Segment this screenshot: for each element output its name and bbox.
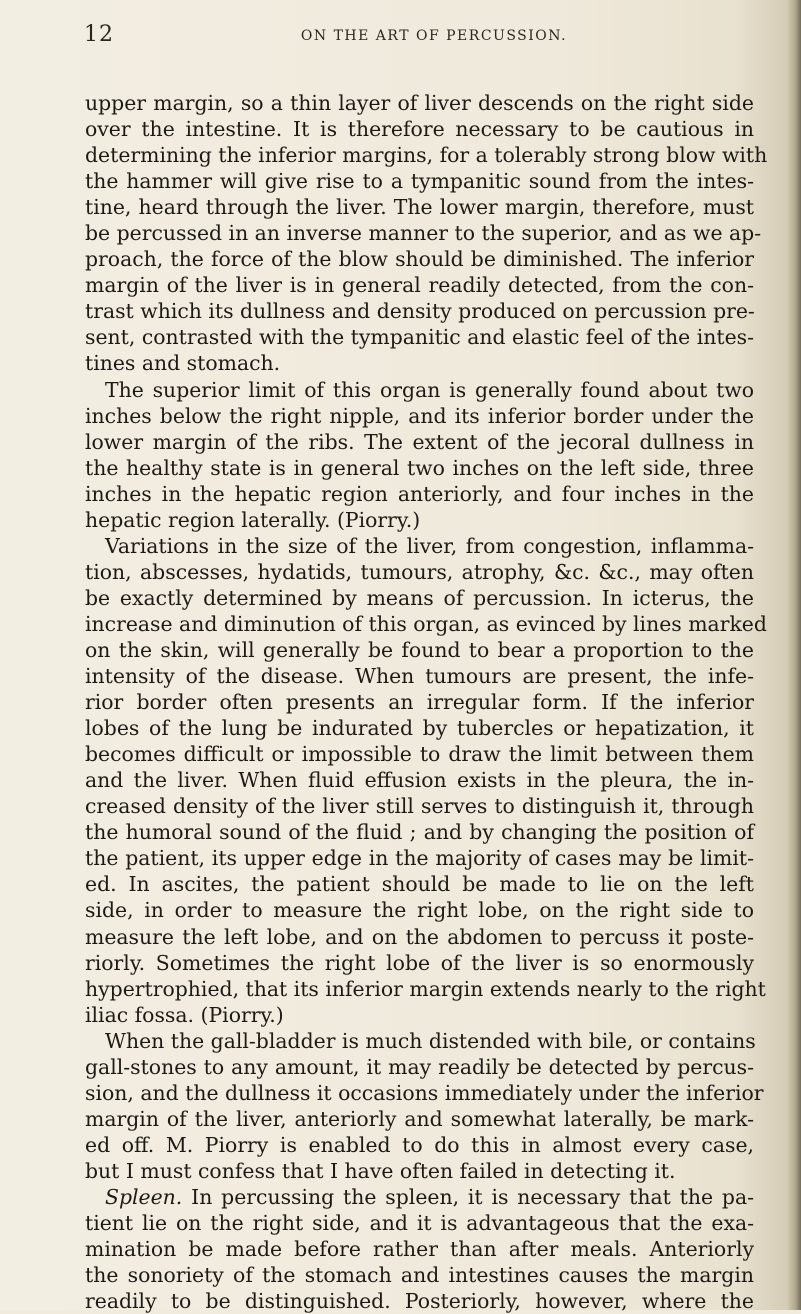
text-line: margin of the liver, anteriorly and somewhat laterally, be mark- bbox=[85, 1106, 754, 1131]
text-line: mination be made before rather than after meals. Anteriorly bbox=[85, 1237, 754, 1262]
text-line: sion, and the dullness it occasions immediately under the inferior bbox=[85, 1080, 764, 1105]
text-line: the healthy state is in general two inches on the left side, three bbox=[85, 455, 754, 480]
text-line: the humoral sound of the fluid ; and by changing the position of bbox=[85, 820, 754, 845]
text-line: When the gall-bladder is much distended with bile, or contains bbox=[105, 1028, 756, 1053]
text-line: readily to be distinguished. Posteriorly, however, where the bbox=[85, 1289, 754, 1314]
text-line: creased density of the liver still serves to distinguish it, through bbox=[85, 794, 754, 819]
text-line: sent, contrasted with the tympanitic and elastic feel of the intes- bbox=[85, 325, 754, 350]
text-line: lower margin of the ribs. The extent of the jecoral dullness in bbox=[85, 429, 754, 454]
text-line: iliac fossa. (Piorry.) bbox=[85, 1002, 284, 1027]
text-line: rior border often presents an irregular form. If the inferior bbox=[85, 690, 754, 715]
text-line: and the liver. When fluid effusion exists in the pleura, the in- bbox=[85, 768, 754, 793]
text-line: proach, the force of the blow should be diminished. The inferior bbox=[85, 247, 754, 272]
text-line: gall-stones to any amount, it may readily be detected by percus- bbox=[85, 1054, 754, 1079]
text-line: tion, abscesses, hydatids, tumours, atrophy, &c. &c., may often bbox=[85, 559, 754, 584]
page-number: 12 bbox=[84, 22, 114, 47]
text-line: side, in order to measure the right lobe, on the right side to bbox=[85, 898, 754, 923]
text-line: The superior limit of this organ is generally found about two bbox=[105, 377, 754, 402]
text-line: the hammer will give rise to a tympanitic sound from the intes- bbox=[85, 169, 754, 194]
text-line: on the skin, will generally be found to bear a proportion to the bbox=[85, 637, 754, 662]
running-head: ON THE ART OF PERCUSSION. bbox=[300, 28, 568, 44]
text-line: trast which its dullness and density produced on percussion pre- bbox=[85, 299, 755, 324]
text-line: intensity of the disease. When tumours are present, the infe- bbox=[85, 664, 754, 689]
text-line: Variations in the size of the liver, from congestion, inflamma- bbox=[105, 533, 754, 558]
text-line: riorly. Sometimes the right lobe of the liver is so enormously bbox=[85, 950, 754, 975]
text-line: be percussed in an inverse manner to the superior, and as we ap- bbox=[85, 221, 762, 246]
text-line: increase and diminution of this organ, as evinced by lines marked bbox=[85, 611, 767, 636]
text-line: tient lie on the right side, and it is advantageous that the exa- bbox=[85, 1211, 754, 1236]
text-line: ed off. M. Piorry is enabled to do this in almost every case, bbox=[85, 1132, 754, 1157]
text-line: inches below the right nipple, and its inferior border under the bbox=[85, 403, 754, 428]
body-text bbox=[85, 90, 768, 1314]
text-line: ed. In ascites, the patient should be made to lie on the left bbox=[85, 872, 754, 897]
text-line: tines and stomach. bbox=[85, 351, 281, 376]
page-edge-shadow bbox=[787, 0, 801, 1310]
text-line: the sonoriety of the stomach and intestines causes the margin bbox=[85, 1263, 754, 1288]
text-line: measure the left lobe, and on the abdomen to percuss it poste- bbox=[85, 924, 754, 949]
text-line: hepatic region laterally. (Piorry.) bbox=[85, 507, 421, 532]
text-line: margin of the liver is in general readily detected, from the con- bbox=[85, 273, 754, 298]
text-line: becomes difficult or impossible to draw the limit between them bbox=[85, 742, 754, 767]
text-line: the patient, its upper edge in the majority of cases may be limit- bbox=[85, 846, 754, 871]
text-line: inches in the hepatic region anteriorly, and four inches in the bbox=[85, 481, 754, 506]
spleen-heading: Spleen. bbox=[105, 1184, 183, 1209]
text-line: be exactly determined by means of percussion. In icterus, the bbox=[85, 585, 754, 610]
page-header bbox=[84, 22, 756, 52]
spleen-line-text: In percussing the spleen, it is necessary that the pa- bbox=[191, 1184, 754, 1209]
text-line-spleen bbox=[85, 1184, 754, 1210]
text-line: tine, heard through the liver. The lower margin, therefore, must bbox=[85, 195, 754, 220]
text-line: determining the inferior margins, for a tolerably strong blow with bbox=[85, 143, 768, 168]
text-line: upper margin, so a thin layer of liver descends on the right side bbox=[85, 91, 754, 115]
text-line: hypertrophied, that its inferior margin extends nearly to the right bbox=[85, 976, 766, 1001]
text-line: but I must confess that I have often failed in detecting it. bbox=[85, 1158, 676, 1183]
text-line: lobes of the lung be indurated by tubercles or hepatization, it bbox=[85, 716, 754, 741]
text-line: over the intestine. It is therefore necessary to be cautious in bbox=[85, 117, 754, 142]
